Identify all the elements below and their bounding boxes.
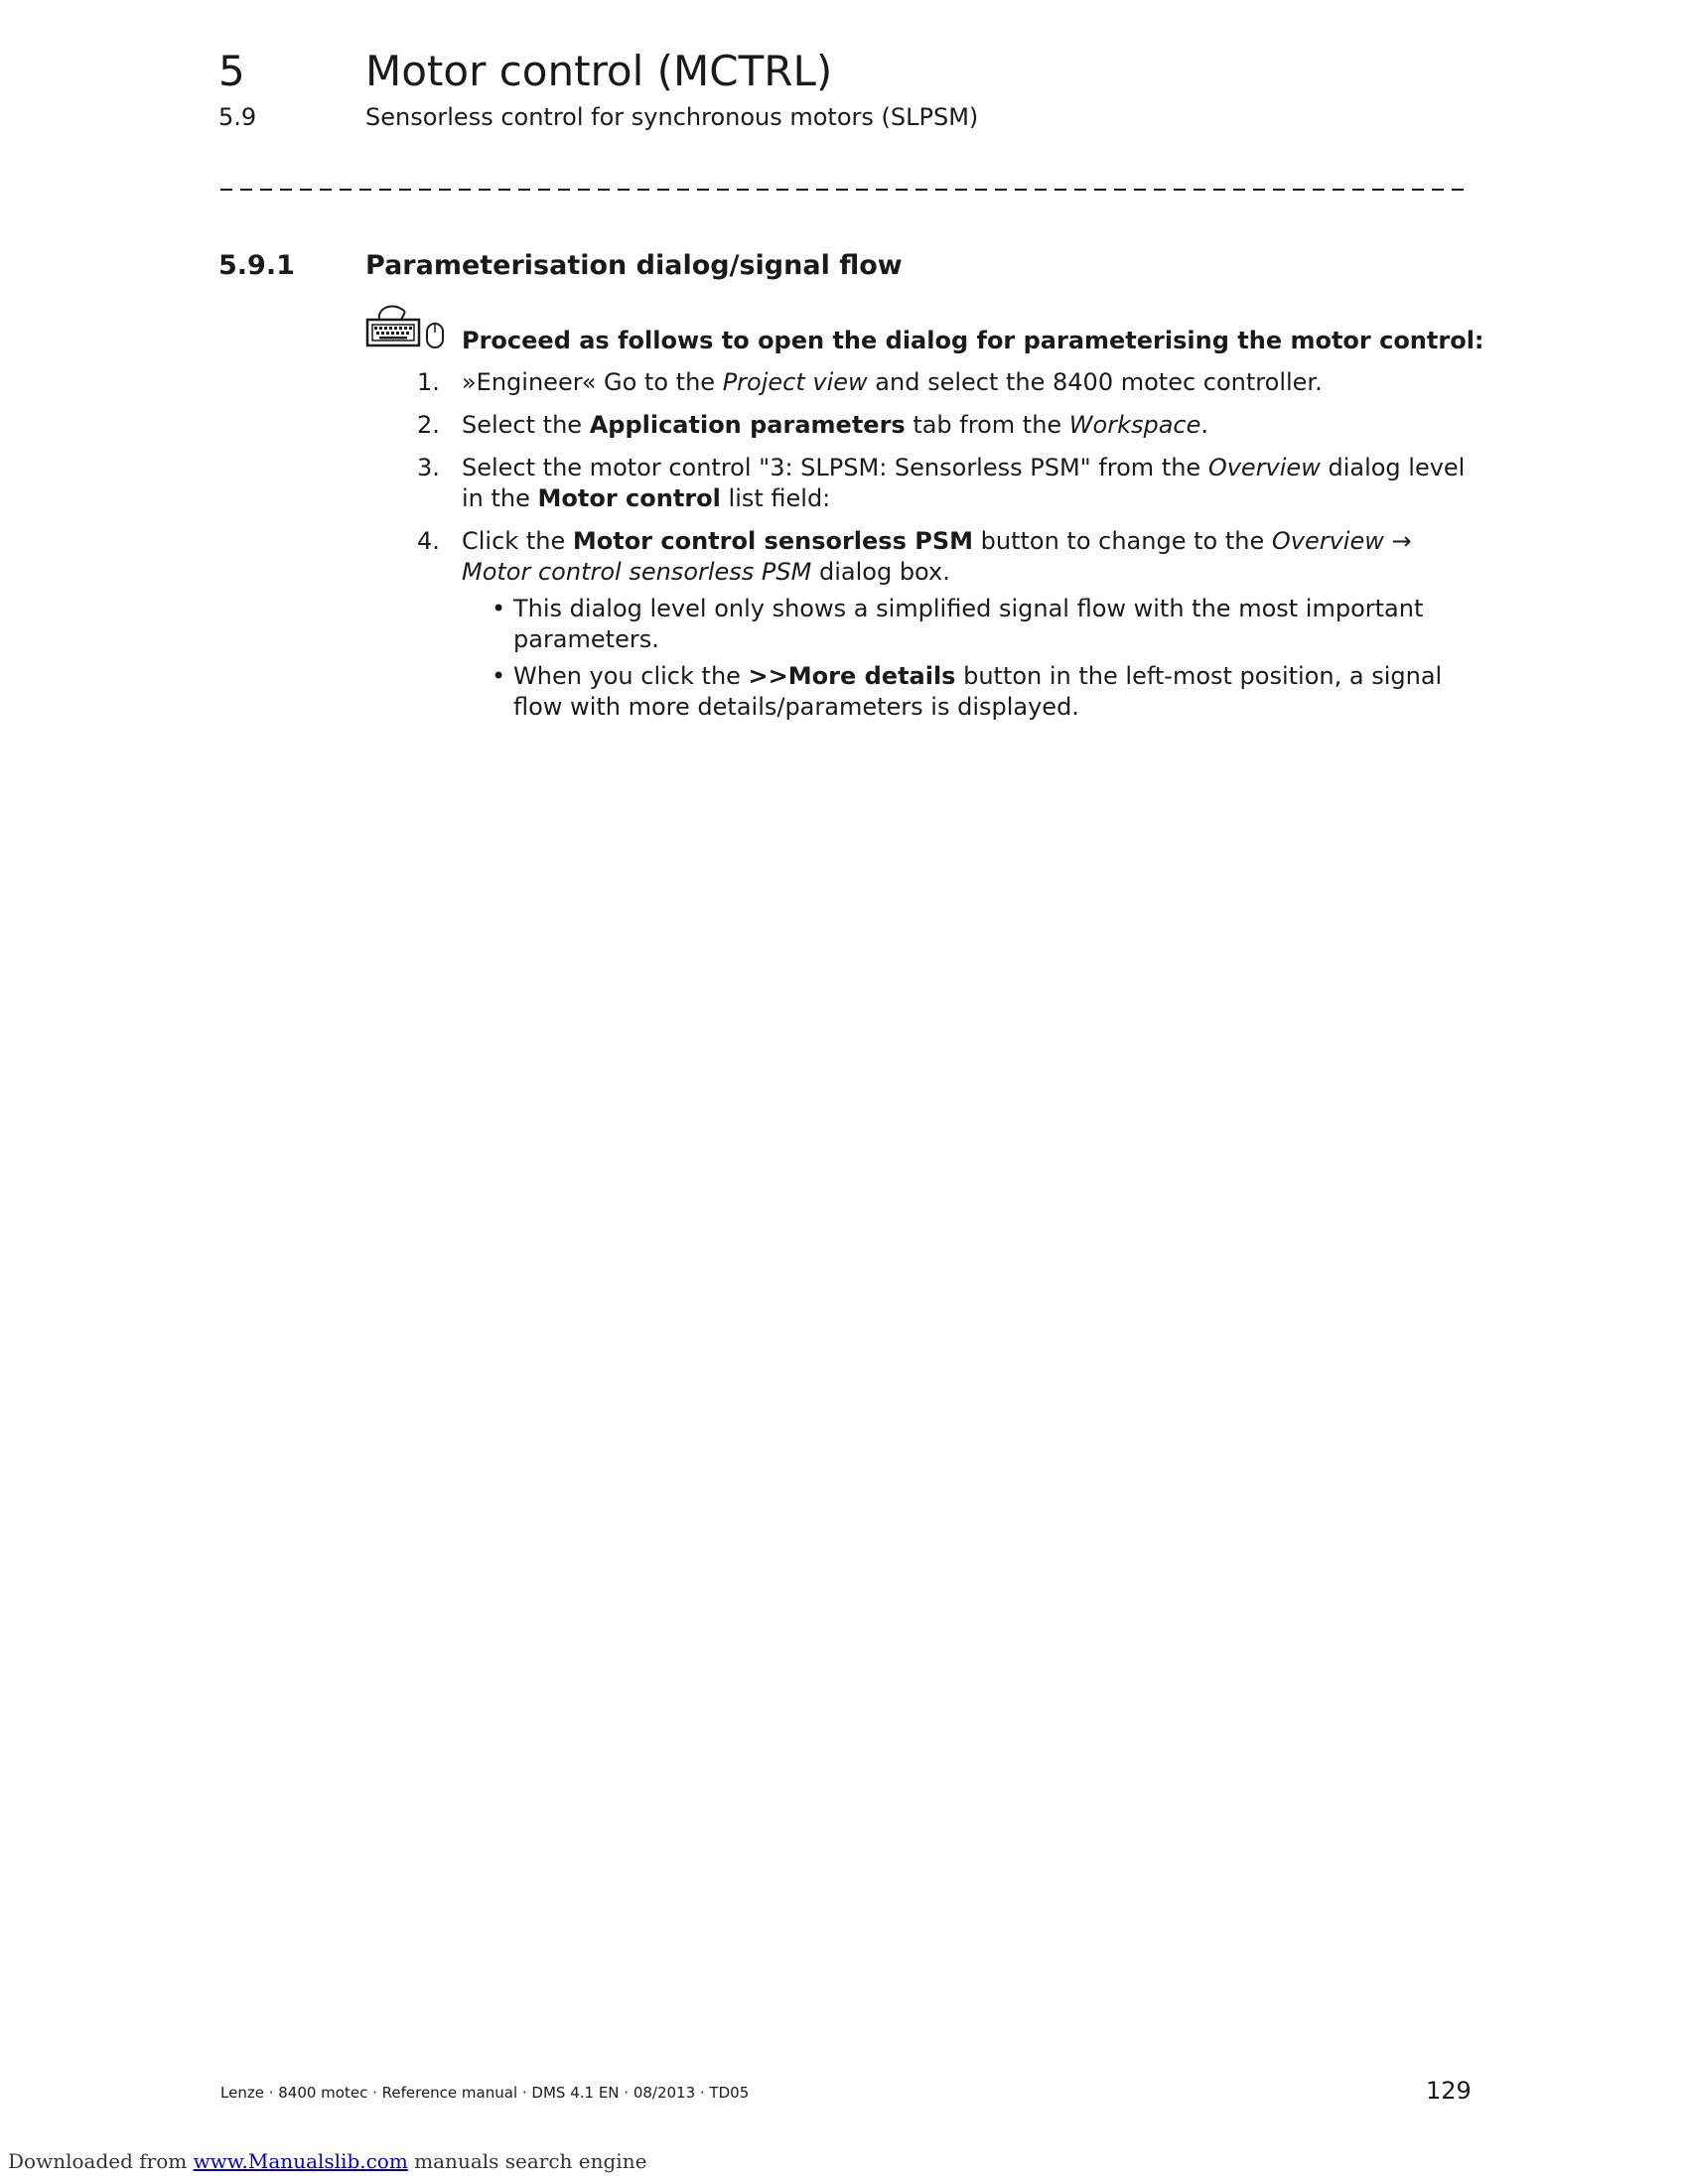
step-text: and select the 8400 motec controller.: [867, 368, 1323, 396]
step-text: Select the: [462, 411, 590, 439]
chapter-title: Motor control (MCTRL): [365, 47, 833, 95]
bullet-text: This dialog level only shows a simplified signal flow with the most important parameters.: [513, 595, 1424, 653]
bullet-text: button in the left-most position, a signal flow with more details/parameters is displayed.: [513, 662, 1443, 721]
step-text: tab from the: [905, 411, 1069, 439]
step-text: Click the: [462, 527, 573, 555]
section-number: 5.9: [218, 103, 257, 131]
step-text: .: [1200, 411, 1209, 439]
subsection-title: Parameterisation dialog/signal flow: [365, 250, 903, 281]
step-3: [417, 453, 1470, 514]
step-4: [417, 526, 1470, 723]
footer-info: Lenze · 8400 motec · Reference manual · DMS 4.1 EN · 08/2013 · TD05: [220, 2084, 750, 2102]
header-dashed-divider: [220, 189, 1464, 191]
step-number: 4.: [417, 527, 440, 555]
step-emphasis: Motor control sensorless PSM: [462, 558, 812, 586]
step-text: dialog level in the: [462, 454, 1466, 512]
instruction-heading: Proceed as follows to open the dialog for parameterising the motor control:: [462, 327, 1484, 354]
download-banner-suffix: manuals search engine: [407, 2149, 647, 2173]
step-ui-term: Motor control: [537, 484, 721, 512]
step-2: [417, 410, 1470, 441]
bullet-dot-icon: •: [492, 595, 506, 622]
step-emphasis: Project view: [722, 368, 868, 396]
chapter-number: 5: [218, 47, 245, 95]
download-banner: [8, 2148, 646, 2174]
step-list: [417, 367, 1470, 735]
section-title: Sensorless control for synchronous motors (SLPSM): [365, 103, 979, 131]
bullet-dot-icon: •: [492, 662, 506, 690]
bullet-ui-term: >>More details: [748, 662, 956, 690]
step-number: 3.: [417, 454, 440, 481]
step-emphasis: Overview: [1207, 454, 1321, 481]
manualslib-link[interactable]: www.Manualslib.com: [193, 2149, 408, 2173]
download-banner-prefix: Downloaded from: [8, 2149, 194, 2173]
keyboard-mouse-icon: [365, 300, 451, 351]
bullet-item: [492, 594, 1470, 655]
step-text: dialog box.: [811, 558, 950, 586]
step-1: [417, 367, 1470, 398]
step-text: list field:: [720, 484, 831, 512]
step-ui-term: Application parameters: [589, 411, 906, 439]
arrow-right-icon: →: [1383, 527, 1412, 555]
step-text: button to change to the: [973, 527, 1272, 555]
bullet-text: When you click the: [513, 662, 749, 690]
page-number: 129: [1426, 2077, 1472, 2105]
bullet-item: [492, 661, 1470, 723]
step-ui-term: Motor control sensorless PSM: [572, 527, 973, 555]
step-text: »Engineer« Go to the: [462, 368, 723, 396]
step-number: 2.: [417, 411, 440, 439]
step-emphasis: Overview: [1271, 527, 1384, 555]
bullet-list: [462, 594, 1470, 723]
subsection-number: 5.9.1: [218, 250, 295, 281]
step-text: Select the motor control "3: SLPSM: Sensorless PSM" from the: [462, 454, 1208, 481]
step-emphasis: Workspace: [1068, 411, 1201, 439]
step-number: 1.: [417, 368, 440, 396]
